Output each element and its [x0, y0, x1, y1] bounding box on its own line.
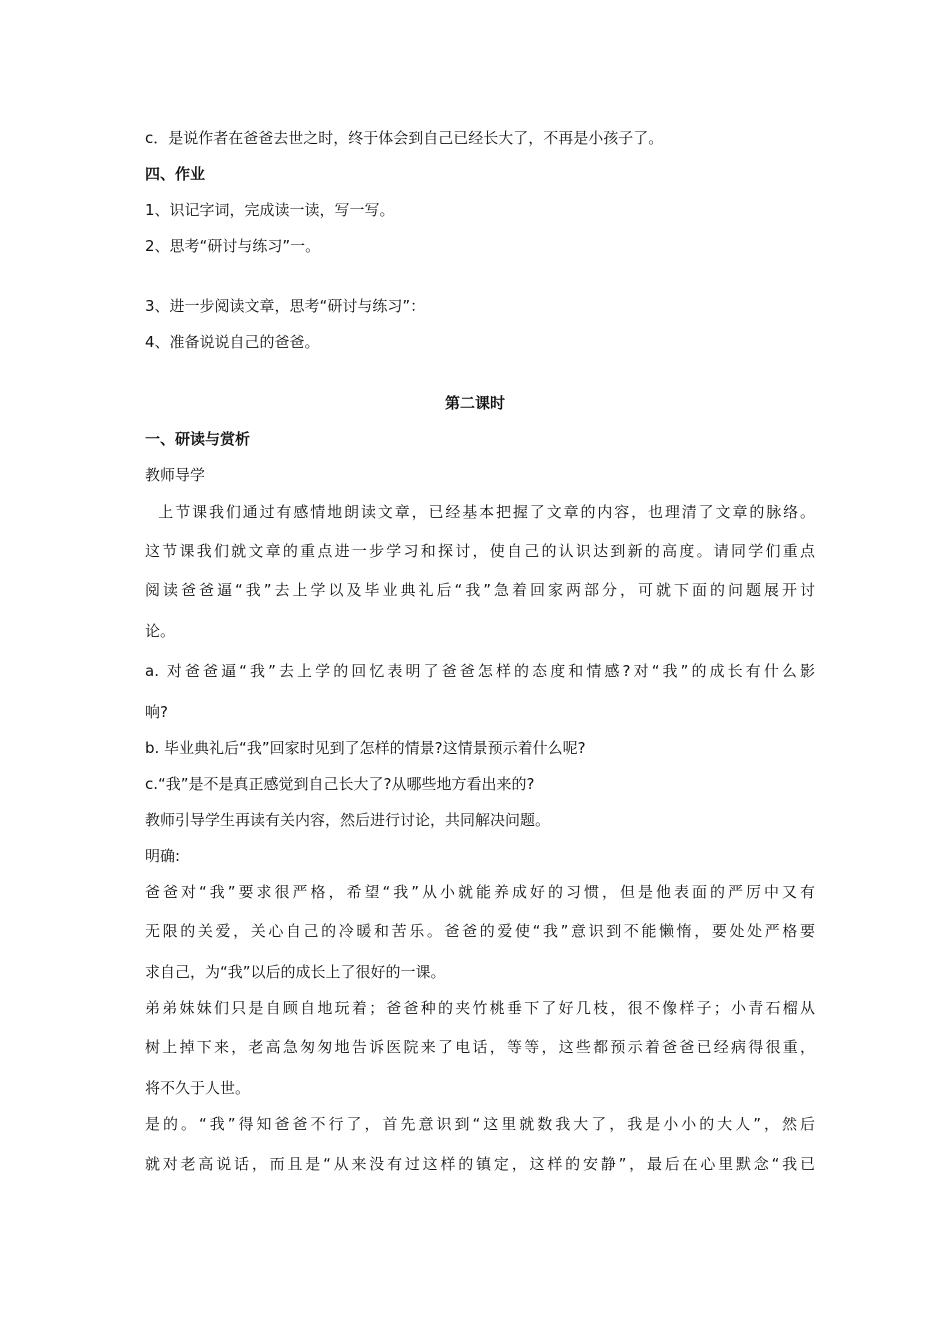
paragraph-line: 阅读爸爸逼“我”去上学以及毕业典礼后“我”急着回家两部分，可就下面的问题展开讨	[145, 581, 815, 599]
section-heading-study: 一、研读与赏析	[145, 430, 251, 448]
paragraph-line: 这节课我们就文章的重点进一步学习和探讨，使自己的认识达到新的高度。请同学们重点	[145, 542, 815, 560]
question-a-cont: 响?	[145, 703, 168, 721]
answer-line: 是的。“我”得知爸爸不行了，首先意识到“这里就数我大了，我是小小的大人”，然后	[145, 1115, 815, 1133]
homework-item-2: 2、思考“研讨与练习”一。	[145, 237, 321, 255]
subheading-teacher-guide: 教师导学	[145, 466, 206, 484]
answer-line: 弟弟妹妹们只是自顾自地玩着；爸爸种的夹竹桃垂下了好几枝，很不像样子；小青石榴从	[145, 999, 815, 1017]
teacher-instruction: 教师引导学生再读有关内容，然后进行讨论，共同解决问题。	[145, 811, 551, 829]
clarify-label: 明确:	[145, 847, 181, 865]
homework-item-3: 3、进一步阅读文章，思考“研讨与练习”：	[145, 297, 426, 315]
answer-line: 就对老高说话，而且是“从来没有过这样的镇定，这样的安静”，最后在心里默念“我已	[145, 1155, 815, 1173]
answer-line: 树上掉下来，老高急匆匆地告诉医院来了电话，等等，这些都预示着爸爸已经病得很重，	[145, 1038, 815, 1056]
answer-line: 将不久于人世。	[145, 1079, 251, 1097]
homework-item-1: 1、识记字词，完成读一读，写一写。	[145, 201, 395, 219]
question-c: c.“我”是不是真正感觉到自己长大了?从哪些地方看出来的?	[145, 775, 535, 793]
question-b: b. 毕业典礼后“我”回家时见到了怎样的情景?这情景预示着什么呢?	[145, 739, 586, 757]
answer-line: 求自己，为“我”以后的成长上了很好的一课。	[145, 963, 446, 981]
paragraph-line: 论。	[145, 622, 176, 640]
answer-c-line: c．是说作者在爸爸去世之时，终于体会到自己已经长大了，不再是小孩子了。	[145, 129, 664, 147]
section-heading-homework: 四、作业	[145, 165, 206, 183]
paragraph-line: 上节课我们通过有感情地朗读文章，已经基本把握了文章的内容，也理清了文章的脉络。	[145, 503, 815, 521]
answer-line: 爸爸对“我”要求很严格，希望“我”从小就能养成好的习惯，但是他表面的严厉中又有	[145, 883, 815, 901]
lesson-title: 第二课时	[444, 394, 505, 412]
answer-line: 无限的关爱，关心自己的冷暖和苦乐。爸爸的爱使“我”意识到不能懒惰，要处处严格要	[145, 922, 815, 940]
question-a: a. 对爸爸逼“我”去上学的回忆表明了爸爸怎样的态度和情感?对“我”的成长有什么影	[145, 662, 815, 680]
homework-item-4: 4、准备说说自己的爸爸。	[145, 333, 320, 351]
